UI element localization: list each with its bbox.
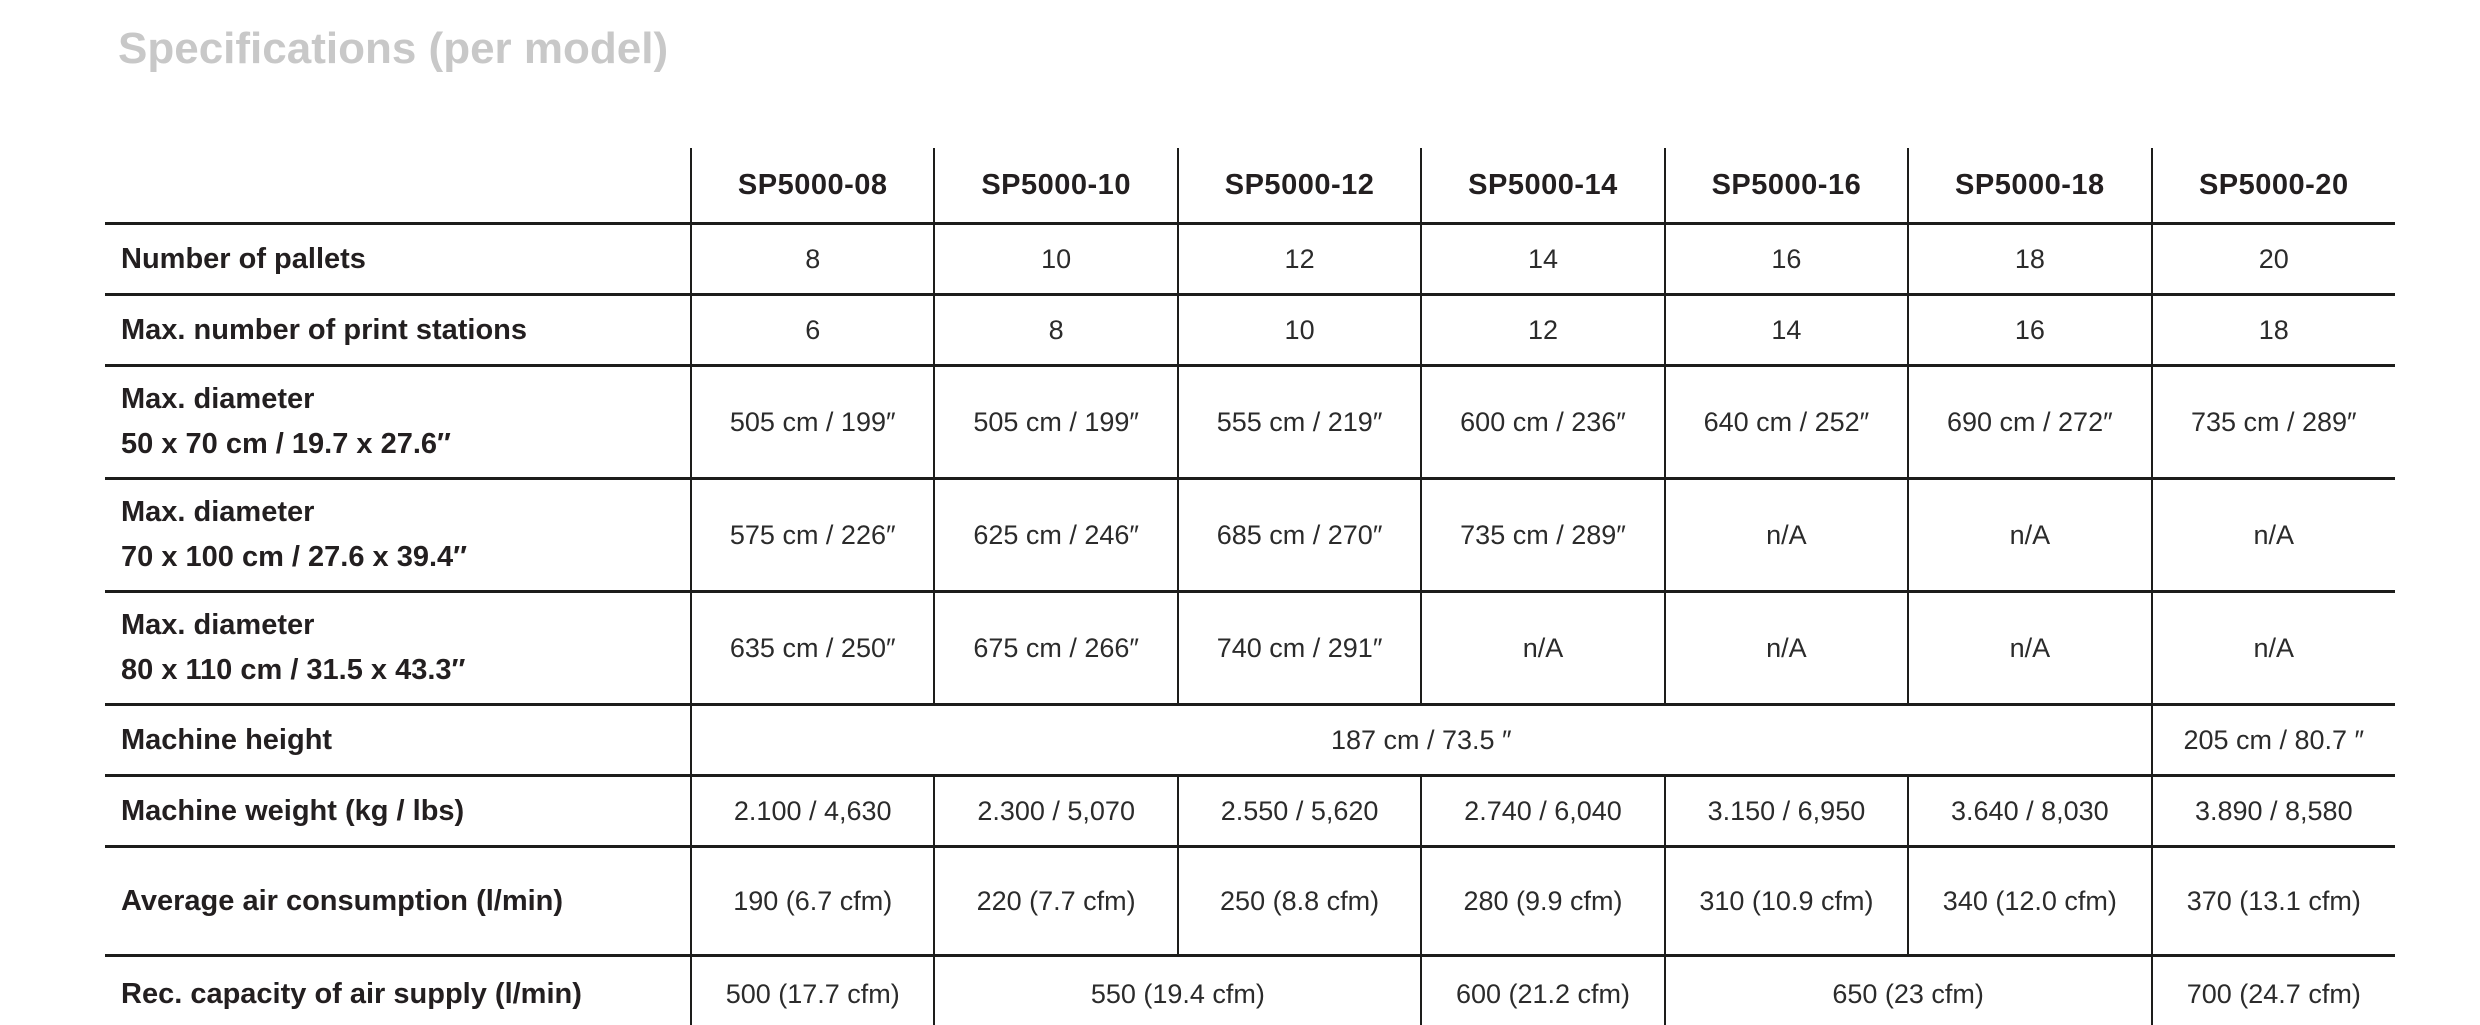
corner-cell — [105, 148, 691, 224]
row-label: Max. diameter 70 x 100 cm / 27.6 x 39.4″ — [105, 479, 691, 592]
row-label: Machine height — [105, 705, 691, 776]
spec-cell: n/A — [1665, 592, 1908, 705]
spec-cell: 14 — [1665, 295, 1908, 366]
spec-cell: 690 cm / 272″ — [1908, 366, 2151, 479]
spec-cell: 6 — [691, 295, 934, 366]
table-row — [105, 956, 2395, 1025]
header-row — [105, 148, 2395, 224]
spec-cell-merged: 650 (23 cfm) — [1665, 956, 2152, 1025]
spec-cell: 2.300 / 5,070 — [934, 776, 1177, 847]
model-column-header: SP5000-12 — [1178, 148, 1421, 224]
spec-cell: n/A — [1665, 479, 1908, 592]
spec-cell: 250 (8.8 cfm) — [1178, 847, 1421, 956]
row-label: Max. number of print stations — [105, 295, 691, 366]
spec-cell: 12 — [1421, 295, 1664, 366]
spec-cell: 635 cm / 250″ — [691, 592, 934, 705]
spec-cell: 8 — [691, 224, 934, 295]
model-column-header: SP5000-18 — [1908, 148, 2151, 224]
spec-cell-merged: 550 (19.4 cfm) — [934, 956, 1421, 1025]
spec-cell: n/A — [1908, 592, 2151, 705]
spec-cell: 2.550 / 5,620 — [1178, 776, 1421, 847]
row-label: Number of pallets — [105, 224, 691, 295]
spec-cell: 280 (9.9 cfm) — [1421, 847, 1664, 956]
spec-cell: 14 — [1421, 224, 1664, 295]
spec-table — [105, 148, 2395, 1025]
spec-cell: 16 — [1908, 295, 2151, 366]
spec-cell: 18 — [2152, 295, 2395, 366]
spec-cell: 3.150 / 6,950 — [1665, 776, 1908, 847]
spec-cell: 3.640 / 8,030 — [1908, 776, 2151, 847]
spec-cell: 20 — [2152, 224, 2395, 295]
spec-cell: 555 cm / 219″ — [1178, 366, 1421, 479]
table-row — [105, 479, 2395, 592]
spec-cell: 640 cm / 252″ — [1665, 366, 1908, 479]
spec-cell: 10 — [1178, 295, 1421, 366]
spec-cell: 505 cm / 199″ — [691, 366, 934, 479]
table-row — [105, 366, 2395, 479]
spec-cell: 3.890 / 8,580 — [2152, 776, 2395, 847]
model-column-header: SP5000-08 — [691, 148, 934, 224]
spec-cell: 340 (12.0 cfm) — [1908, 847, 2151, 956]
spec-cell: 2.740 / 6,040 — [1421, 776, 1664, 847]
spec-cell: n/A — [2152, 479, 2395, 592]
spec-cell: 700 (24.7 cfm) — [2152, 956, 2395, 1025]
table-row — [105, 776, 2395, 847]
spec-cell: 10 — [934, 224, 1177, 295]
row-label: Max. diameter 50 x 70 cm / 19.7 x 27.6″ — [105, 366, 691, 479]
spec-cell: 8 — [934, 295, 1177, 366]
table-row — [105, 705, 2395, 776]
spec-cell: 370 (13.1 cfm) — [2152, 847, 2395, 956]
spec-cell: 500 (17.7 cfm) — [691, 956, 934, 1025]
row-label: Max. diameter 80 x 110 cm / 31.5 x 43.3″ — [105, 592, 691, 705]
spec-cell: 575 cm / 226″ — [691, 479, 934, 592]
spec-cell: 600 (21.2 cfm) — [1421, 956, 1664, 1025]
spec-cell: 205 cm / 80.7 ″ — [2152, 705, 2395, 776]
spec-cell: 505 cm / 199″ — [934, 366, 1177, 479]
spec-cell: 600 cm / 236″ — [1421, 366, 1664, 479]
spec-cell: 735 cm / 289″ — [2152, 366, 2395, 479]
table-row — [105, 847, 2395, 956]
spec-cell: 220 (7.7 cfm) — [934, 847, 1177, 956]
page-title: Specifications (per model) — [118, 24, 669, 73]
table-row — [105, 224, 2395, 295]
spec-cell: n/A — [1908, 479, 2151, 592]
model-column-header: SP5000-10 — [934, 148, 1177, 224]
spec-cell-merged: 187 cm / 73.5 ″ — [691, 705, 2152, 776]
row-label: Average air consumption (l/min) — [105, 847, 691, 956]
spec-cell: 2.100 / 4,630 — [691, 776, 934, 847]
row-label: Machine weight (kg / lbs) — [105, 776, 691, 847]
spec-cell: 16 — [1665, 224, 1908, 295]
model-column-header: SP5000-20 — [2152, 148, 2395, 224]
spec-cell: 625 cm / 246″ — [934, 479, 1177, 592]
spec-cell: 310 (10.9 cfm) — [1665, 847, 1908, 956]
spec-cell: 675 cm / 266″ — [934, 592, 1177, 705]
spec-cell: 18 — [1908, 224, 2151, 295]
spec-cell: n/A — [2152, 592, 2395, 705]
row-label: Rec. capacity of air supply (l/min) — [121, 978, 582, 1011]
model-column-header: SP5000-14 — [1421, 148, 1664, 224]
spec-cell: 740 cm / 291″ — [1178, 592, 1421, 705]
spec-cell: 685 cm / 270″ — [1178, 479, 1421, 592]
model-column-header: SP5000-16 — [1665, 148, 1908, 224]
table-row — [105, 592, 2395, 705]
spec-cell: 12 — [1178, 224, 1421, 295]
spec-cell: 735 cm / 289″ — [1421, 479, 1664, 592]
table-row — [105, 295, 2395, 366]
spec-cell: 190 (6.7 cfm) — [691, 847, 934, 956]
spec-cell: n/A — [1421, 592, 1664, 705]
